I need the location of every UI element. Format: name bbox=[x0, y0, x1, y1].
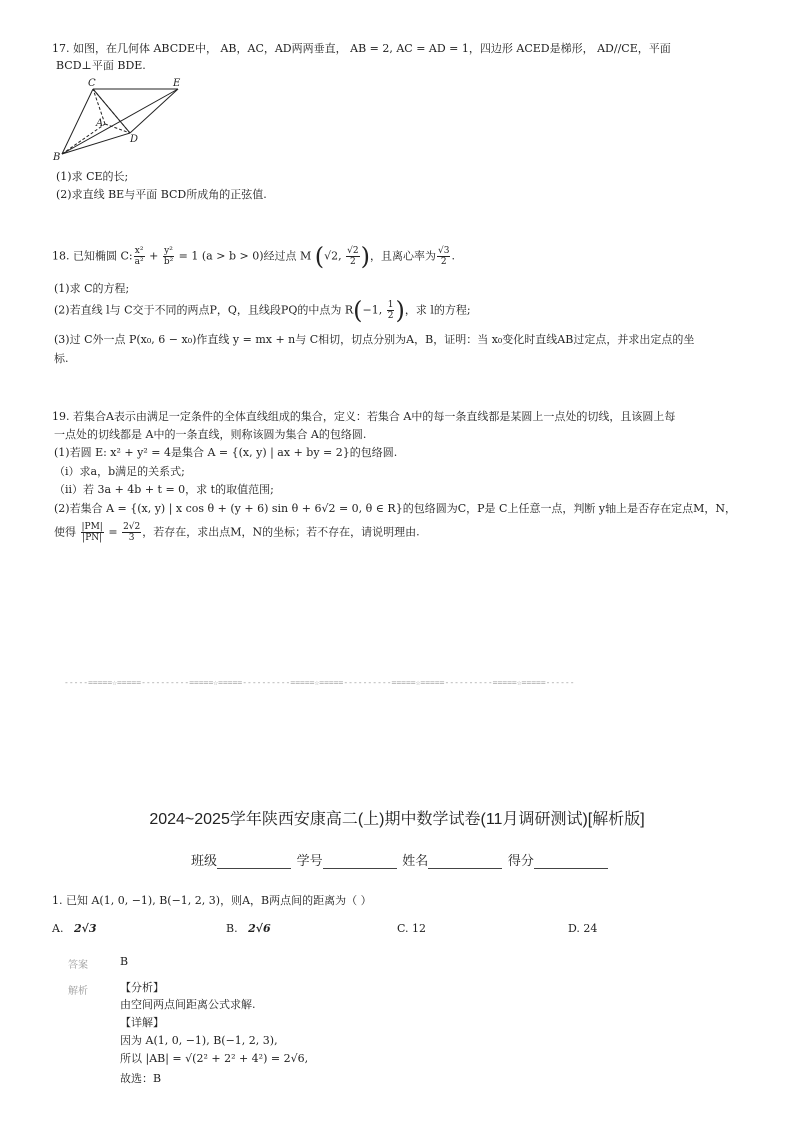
q18-stem-mid: = 1 (a > b > 0)经过点 M bbox=[175, 249, 312, 263]
name-field[interactable] bbox=[428, 856, 502, 869]
point-x: √2, bbox=[324, 249, 342, 263]
score-label: 得分 bbox=[507, 853, 534, 868]
page-title: 2024~2025学年陕西安康高二(上)期中数学试卷(11月调研测试)[解析版] bbox=[149, 811, 645, 828]
paren-close-2: ) bbox=[395, 296, 405, 325]
q19-line1: 19. 若集合A表示由满足一定条件的全体直线组成的集合，定义：若集合 A中的每一条直线都是某圆上一点处的切线，且该圆上每 bbox=[52, 410, 676, 423]
name-label: 姓名 bbox=[402, 853, 429, 868]
label-b: B bbox=[53, 152, 61, 163]
id-label: 学号 bbox=[296, 853, 323, 868]
frac-x-a: $\frac{\text{x²}}{\text{a²}}$ bbox=[134, 246, 144, 267]
frac-eccentricity: $\frac{√3}{2}$ bbox=[438, 246, 450, 267]
opt-b-label: B. bbox=[226, 922, 238, 935]
edge-de bbox=[130, 89, 178, 133]
q17-line1: 17. 如图，在几何体 ABCDE中， AB，AC，AD两两垂直， AB = 2, AC = AD = 1，四边形 ACED是梯形， AD//CE，平面 bbox=[52, 42, 671, 55]
q19-eq: = bbox=[108, 525, 118, 539]
analysis-line: 故选：B bbox=[120, 1072, 162, 1085]
q19-line4: （i）求a，b满足的关系式; bbox=[54, 465, 185, 478]
label-a: A bbox=[96, 118, 104, 129]
score-field[interactable] bbox=[534, 856, 608, 869]
analysis-label: 解析 bbox=[68, 986, 88, 997]
q18-part2-pre: (2)若直线 l与 C交于不同的两点P，Q，且线段PQ的中点为 R bbox=[54, 303, 354, 317]
edge-bc bbox=[62, 89, 93, 154]
q19-line6: (2)若集合 A = {(x, y) | x cos θ + (y + 6) sin θ + 6√2 = 0, θ ∈ R}的包络圆为C，P是 C上任意一点，判断 y轴上是否存在定点M，N， bbox=[54, 502, 737, 515]
label-c: C bbox=[88, 78, 96, 89]
analysis-line: 【详解】 bbox=[120, 1016, 164, 1029]
class-field[interactable] bbox=[217, 856, 291, 869]
answer-value: B bbox=[120, 955, 129, 968]
opt-a-label: A. bbox=[52, 922, 64, 935]
paren-close: ) bbox=[360, 242, 370, 271]
q17-part2: (2)求直线 BE与平面 BCD所成角的正弦值. bbox=[56, 188, 267, 201]
q1-option-a bbox=[52, 922, 97, 935]
q19-line7 bbox=[54, 522, 420, 543]
analysis-line: 所以 |AB| = √(2² + 2² + 4²) = 2√6, bbox=[120, 1052, 309, 1065]
q1-option-c: C. 12 bbox=[397, 922, 427, 935]
q18-stem: 18. 已知椭圆 C: $\frac{\text{x²}}{\text{a²}}$ + $\frac{\text{y²}}{\text{b²}}$ = 1 (a > b > 0)经过点 M (√2, $\frac{√2}{2}$ )，且离心率为 $\frac{√3}{2}$ . bbox=[52, 242, 455, 271]
opt-a-value: 2√3 bbox=[73, 922, 97, 935]
q18-part2 bbox=[54, 296, 471, 325]
frac-y-b: $\frac{\text{y²}}{\text{b²}}$ bbox=[163, 246, 174, 267]
q1-option-d: D. 24 bbox=[568, 922, 598, 935]
q18-part3-line1: (3)过 C外一点 P(x₀, 6 − x₀)作直线 y = mx + n与 C相切，切点分别为A，B，证明：当 x₀变化时直线AB过定点，并求出定点的坐 bbox=[54, 333, 695, 346]
frac-point-y: $\frac{√2}{2}$ bbox=[347, 246, 359, 267]
class-label: 班级 bbox=[191, 853, 218, 868]
q1-option-b bbox=[226, 922, 271, 935]
analysis-line: 因为 A(1, 0, −1), B(−1, 2, 3), bbox=[120, 1034, 278, 1047]
analysis-line: 【分析】 bbox=[120, 981, 164, 994]
q18-part3-line2: 标. bbox=[54, 352, 69, 365]
id-field[interactable] bbox=[323, 856, 397, 869]
q19-line5: （ii）若 3a + 4b + t = 0，求 t的取值范围; bbox=[54, 483, 274, 496]
label-e: E bbox=[173, 78, 181, 89]
section-divider: -----=====☆=====----------=====☆=====----------=====☆=====----------=====☆=====----------=====☆=====------ bbox=[64, 678, 575, 687]
q18-part1: (1)求 C的方程; bbox=[54, 282, 130, 295]
opt-b-value: 2√6 bbox=[248, 922, 271, 935]
q19-line2: 一点处的切线都是 A中的一条直线，则称该圆为集合 A的包络圆. bbox=[54, 428, 367, 441]
paren-open: ( bbox=[314, 242, 325, 271]
student-info-fields bbox=[191, 850, 610, 869]
q18-part2-post: ，求 l的方程; bbox=[404, 303, 471, 317]
q18-stem-pre: 18. 已知椭圆 C: bbox=[52, 249, 133, 263]
q1-stem: 1. 已知 A(1, 0, −1), B(−1, 2, 3)，则A，B两点间的距离为（ ） bbox=[52, 894, 372, 907]
label-d: D bbox=[130, 134, 139, 145]
q19-line3: (1)若圆 E: x² + y² = 4是集合 A = {(x, y) | ax + by = 2}的包络圆. bbox=[54, 446, 398, 459]
frac-pm-pn: $\frac{|PM|}{|PN|}$ bbox=[81, 522, 103, 543]
q17-part1: (1)求 CE的长; bbox=[56, 170, 129, 183]
analysis-line: 由空间两点间距离公式求解. bbox=[120, 998, 256, 1011]
q19-line7-post: ，若存在，求出点M，N的坐标；若不存在，请说明理由. bbox=[142, 525, 420, 539]
q18-stem-post: ，且离心率为 bbox=[370, 249, 436, 263]
edge-bd bbox=[62, 133, 130, 154]
paren-open-2: ( bbox=[353, 296, 363, 325]
q17-line2: BCD⊥平面 BDE. bbox=[56, 59, 146, 72]
answer-label: 答案 bbox=[68, 960, 88, 971]
frac-ratio: $\frac{2√2}{3}$ bbox=[123, 522, 141, 543]
q19-line7-pre: 使得 bbox=[54, 525, 76, 539]
frac-r-y: $\frac{1}{2}$ bbox=[387, 300, 394, 321]
geometry-figure bbox=[50, 76, 190, 164]
point-r-x: −1, bbox=[362, 303, 383, 317]
